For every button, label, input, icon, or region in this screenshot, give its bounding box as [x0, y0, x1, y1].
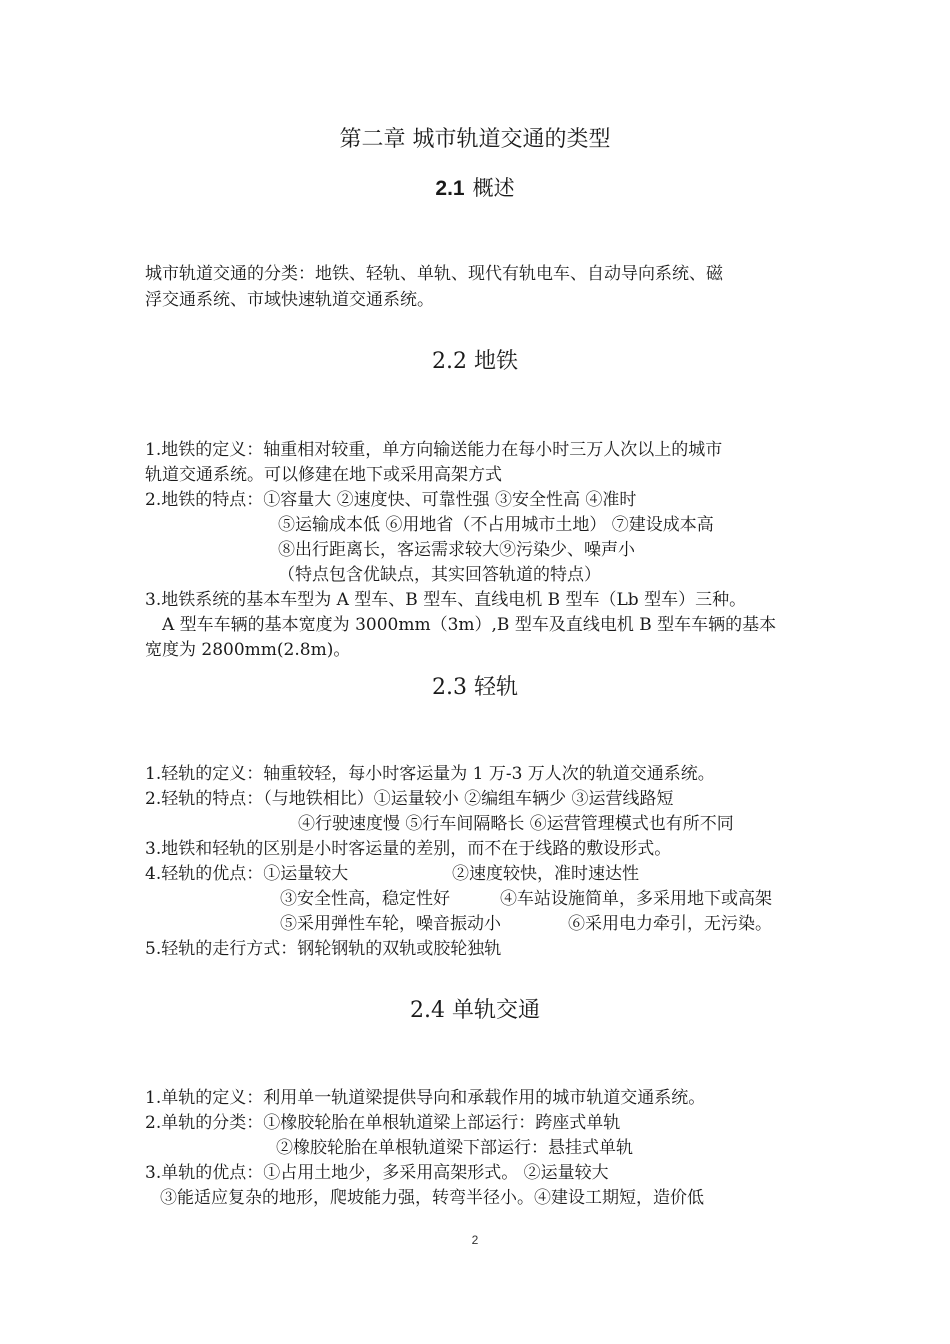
lightrail-line-7b: ⑥采用电力牵引，无污染。	[568, 914, 772, 934]
monorail-line-3: ②橡胶轮胎在单根轨道梁下部运行：悬挂式单轨	[276, 1138, 633, 1158]
metro-line-1: 1.地铁的定义：轴重相对较重，单方向输送能力在每小时三万人次以上的城市	[145, 440, 723, 460]
metro-line-2: 轨道交通系统。可以修建在地下或采用高架方式	[145, 465, 502, 485]
metro-line-5: ⑧出行距离长，客运需求较大⑨污染少、噪声小	[278, 540, 635, 560]
metro-line-8: A 型车车辆的基本宽度为 3000mm（3m）,B 型车及直线电机 B 型车车辆的基本	[162, 615, 777, 635]
page-number: 2	[471, 1233, 479, 1247]
lightrail-line-3: ④行驶速度慢 ⑤行车间隔略长 ⑥运营管理模式也有所不同	[298, 814, 734, 834]
lightrail-line-4: 3.地铁和轻轨的区别是小时客运量的差别，而不在于线路的敷设形式。	[145, 839, 672, 859]
intro-line-1: 城市轨道交通的分类：地铁、轻轨、单轨、现代有轨电车、自动导向系统、磁	[145, 264, 723, 284]
monorail-line-5: ③能适应复杂的地形，爬坡能力强，转弯半径小。④建设工期短，造价低	[160, 1188, 704, 1208]
lightrail-line-5b: ②速度较快，准时速达性	[452, 864, 639, 884]
lightrail-line-5a: 4.轻轨的优点：①运量较大	[145, 864, 349, 884]
monorail-line-2: 2.单轨的分类：①橡胶轮胎在单根轨道梁上部运行：跨座式单轨	[145, 1113, 621, 1133]
section-2-4-heading: 2.4 单轨交通	[410, 998, 540, 1023]
metro-line-7: 3.地铁系统的基本车型为 A 型车、B 型车、直线电机 B 型车（Lb 型车）三种。	[145, 590, 747, 610]
section-2-2-heading: 2.2 地铁	[432, 349, 518, 374]
metro-line-9: 宽度为 2800mm(2.8m)。	[145, 640, 351, 660]
section-2-1-number: 2.1	[435, 177, 465, 200]
intro-line-2: 浮交通系统、市域快速轨道交通系统。	[145, 290, 434, 310]
section-2-3-heading: 2.3 轻轨	[432, 675, 518, 700]
section-2-1-title: 概述	[472, 176, 515, 200]
chapter-title: 第二章 城市轨道交通的类型	[339, 127, 611, 152]
section-2-1-heading	[0, 172, 950, 202]
lightrail-line-2: 2.轻轨的特点：（与地铁相比）①运量较小 ②编组车辆少 ③运营线路短	[145, 789, 674, 809]
metro-line-6: （特点包含优缺点，其实回答轨道的特点）	[278, 565, 601, 585]
metro-line-4: ⑤运输成本低 ⑥用地省（不占用城市土地） ⑦建设成本高	[278, 515, 714, 535]
lightrail-line-8: 5.轻轨的走行方式：钢轮钢轨的双轨或胶轮独轨	[145, 939, 502, 959]
metro-line-3: 2.地铁的特点：①容量大 ②速度快、可靠性强 ③安全性高 ④准时	[145, 490, 637, 510]
lightrail-line-6b: ④车站设施简单，多采用地下或高架	[500, 889, 772, 909]
lightrail-line-6a: ③安全性高，稳定性好	[280, 889, 450, 909]
monorail-line-1: 1.单轨的定义：利用单一轨道梁提供导向和承载作用的城市轨道交通系统。	[145, 1088, 706, 1108]
lightrail-line-7a: ⑤采用弹性车轮，噪音振动小	[280, 914, 501, 934]
monorail-line-4: 3.单轨的优点：①占用土地少，多采用高架形式。 ②运量较大	[145, 1163, 609, 1183]
lightrail-line-1: 1.轻轨的定义：轴重较轻，每小时客运量为 1 万-3 万人次的轨道交通系统。	[145, 764, 715, 784]
